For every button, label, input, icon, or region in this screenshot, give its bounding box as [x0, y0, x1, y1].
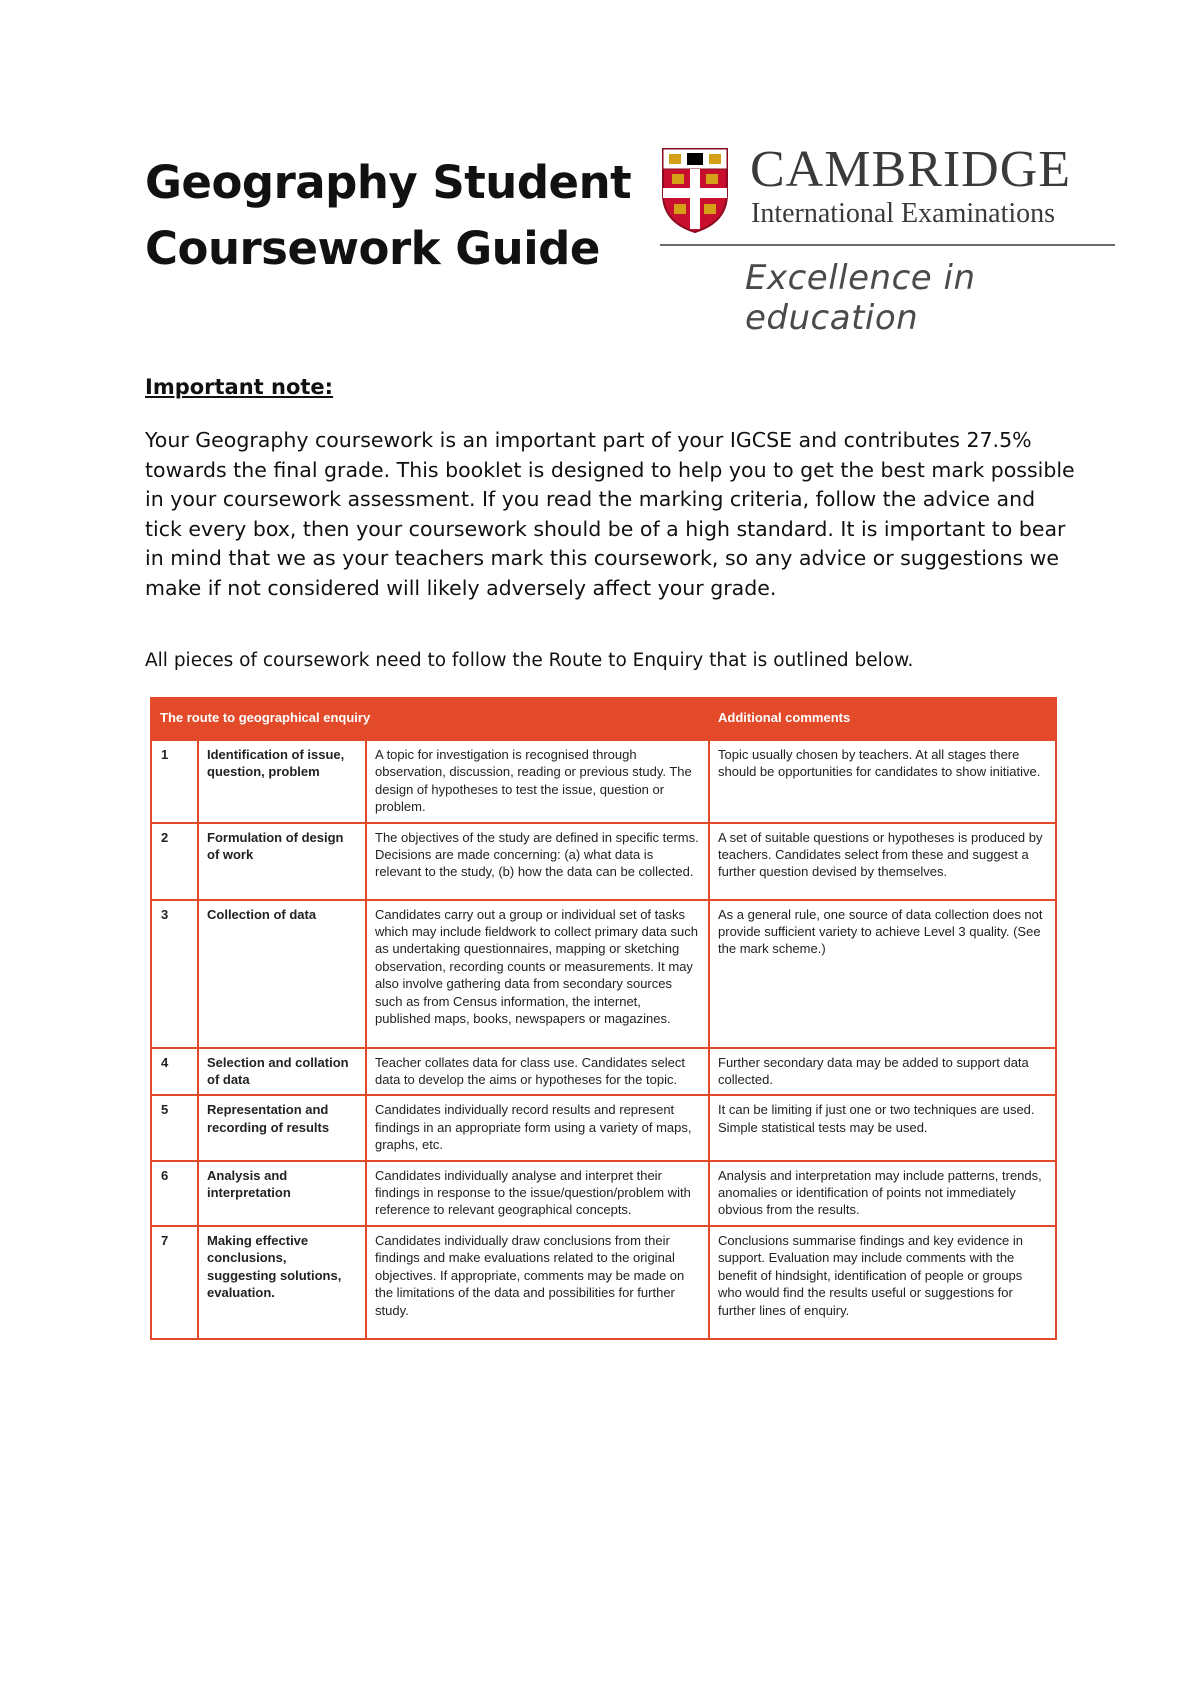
cambridge-crest-icon — [660, 146, 730, 234]
step-description: Candidates individually record results and represent findings in an appropriate form using a variety of maps, graphs, etc. — [366, 1095, 709, 1160]
page-title-line-2: Coursework Guide — [145, 222, 600, 275]
table-row — [151, 900, 1056, 1048]
table-row — [151, 740, 1056, 823]
step-comment: Conclusions summarise findings and key evidence in support. Evaluation may include comments with the benefit of hindsight, identification of people or groups who would find the results useful or suggestions for further lines of enquiry. — [709, 1226, 1056, 1339]
header-comments: Additional comments — [709, 698, 1056, 738]
step-description: Candidates individually analyse and interpret their findings in response to the issue/question/problem with reference to relevant geographical concepts. — [366, 1161, 709, 1226]
step-stage: Selection and collation of data — [198, 1048, 366, 1096]
step-number: 1 — [151, 740, 198, 823]
table-row — [151, 1161, 1056, 1226]
header-route: The route to geographical enquiry — [151, 698, 709, 738]
logo-tagline: Excellence in education — [745, 258, 976, 338]
table-row — [151, 823, 1056, 900]
important-note-body: Your Geography coursework is an important part of your IGCSE and contributes 27.5% towards the final grade. This booklet is designed to help you to get the best mark possible in your coursework assessment. If you read the marking criteria, follow the advice and tick every box, then your coursework should be of a high standard. It is important to bear in mind that we as your teachers mark this coursework, so any advice or suggestions we make if not considered will likely adversely affect your grade. — [145, 428, 1075, 600]
step-stage: Making effective conclusions, suggesting solutions, evaluation. — [198, 1226, 366, 1339]
route-intro-text: All pieces of coursework need to follow the Route to Enquiry that is outlined below. — [145, 650, 914, 671]
step-number: 2 — [151, 823, 198, 900]
table-header-row — [151, 698, 1056, 738]
logo-subtitle: International Examinations — [751, 198, 1056, 229]
step-description: Candidates carry out a group or individual set of tasks which may include fieldwork to collect primary data such as undertaking questionnaires, mapping or sketching observation, recording counts or measurements. It may also involve gathering data from secondary sources such as from Census information, the internet, published maps, books, newspapers or magazines. — [366, 900, 709, 1048]
table-row — [151, 1048, 1056, 1096]
step-number: 5 — [151, 1095, 198, 1160]
step-number: 4 — [151, 1048, 198, 1096]
step-number: 7 — [151, 1226, 198, 1339]
step-description: Candidates individually draw conclusions from their findings and make evaluations related to the original objectives. If appropriate, comments may be made on the limitations of the data and possibilities for further study. — [366, 1226, 709, 1339]
page-title-line-1: Geography Student — [145, 156, 632, 209]
table-row — [151, 1226, 1056, 1339]
step-description: Teacher collates data for class use. Candidates select data to develop the aims or hypotheses for the topic. — [366, 1048, 709, 1096]
step-number: 6 — [151, 1161, 198, 1226]
route-to-enquiry-table — [150, 697, 1057, 1340]
step-stage: Representation and recording of results — [198, 1095, 366, 1160]
step-comment: Topic usually chosen by teachers. At all stages there should be opportunities for candidates to show initiative. — [709, 740, 1056, 823]
step-stage: Formulation of design of work — [198, 823, 366, 900]
cambridge-logo — [660, 140, 1115, 338]
step-number: 3 — [151, 900, 198, 1048]
logo-divider — [660, 244, 1115, 246]
step-comment: Analysis and interpretation may include patterns, trends, anomalies or identification of points not immediately obvious from the results. — [709, 1161, 1056, 1226]
table-row — [151, 1095, 1056, 1160]
step-description: The objectives of the study are defined in specific terms. Decisions are made concerning: (a) what data is relevant to the study, (b) how the data can be collected. — [366, 823, 709, 900]
logo-wordmark: CAMBRIDGE — [750, 141, 1072, 198]
important-note-heading: Important note: — [145, 375, 334, 399]
step-comment: It can be limiting if just one or two techniques are used. Simple statistical tests may be used. — [709, 1095, 1056, 1160]
step-comment: A set of suitable questions or hypotheses is produced by teachers. Candidates select from these and suggest a further question devised by themselves. — [709, 823, 1056, 900]
step-stage: Analysis and interpretation — [198, 1161, 366, 1226]
step-description: A topic for investigation is recognised through observation, discussion, reading or previous study. The design of hypotheses to test the issue, question or problem. — [366, 740, 709, 823]
step-stage: Identification of issue, question, problem — [198, 740, 366, 823]
step-stage: Collection of data — [198, 900, 366, 1048]
step-comment: As a general rule, one source of data collection does not provide sufficient variety to achieve Level 3 quality. (See the mark scheme.) — [709, 900, 1056, 1048]
step-comment: Further secondary data may be added to support data collected. — [709, 1048, 1056, 1096]
page-title — [145, 150, 631, 282]
